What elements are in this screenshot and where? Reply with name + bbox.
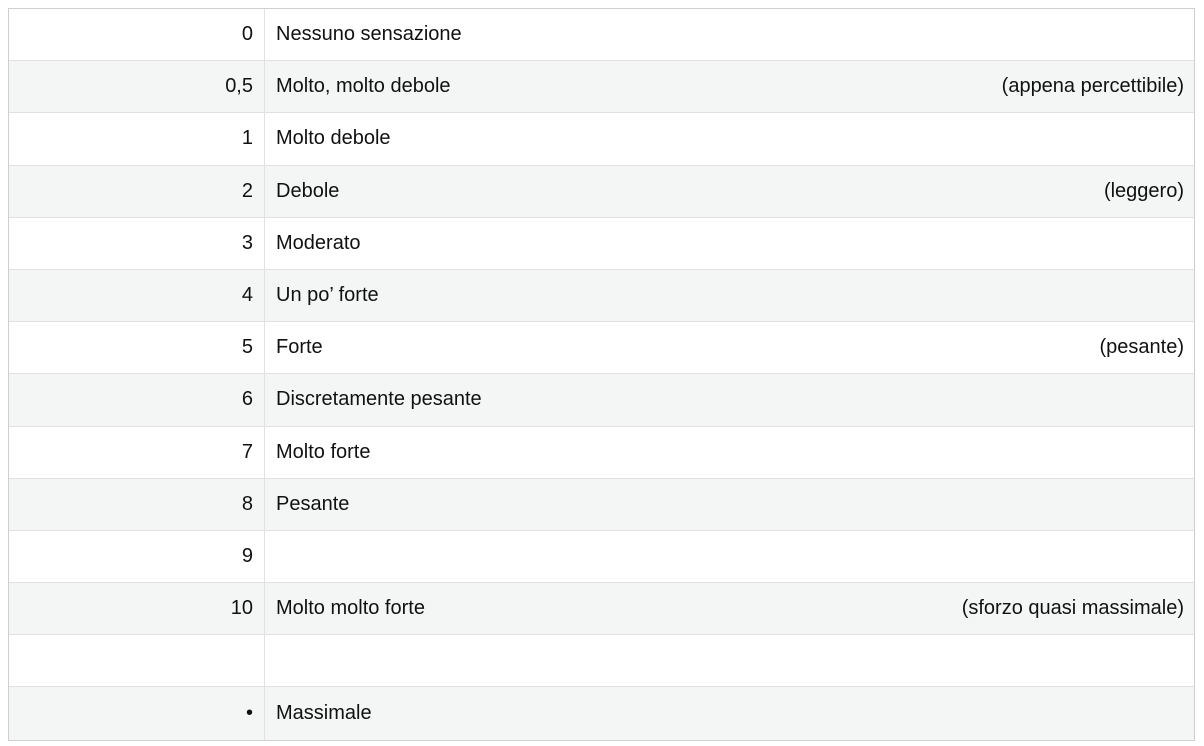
scale-label: Molto, molto debole — [276, 75, 451, 98]
table-row — [9, 479, 1194, 531]
scale-label: Nessuno sensazione — [276, 23, 462, 46]
scale-description — [265, 427, 1194, 478]
scale-description — [265, 270, 1194, 321]
scale-value: 10 — [9, 583, 265, 634]
table-row — [9, 61, 1194, 113]
table-row — [9, 113, 1194, 165]
scale-value — [9, 635, 265, 686]
table-row — [9, 583, 1194, 635]
table-row — [9, 635, 1194, 687]
scale-description — [265, 479, 1194, 530]
scale-value: 3 — [9, 218, 265, 269]
scale-description — [265, 531, 1194, 582]
scale-label: Molto debole — [276, 127, 391, 150]
scale-value: 8 — [9, 479, 265, 530]
scale-label: Massimale — [276, 702, 372, 725]
table-row — [9, 9, 1194, 61]
scale-value: 9 — [9, 531, 265, 582]
scale-value: 7 — [9, 427, 265, 478]
scale-label: Pesante — [276, 492, 350, 515]
scale-note: (leggero) — [1103, 179, 1184, 202]
scale-value: 0,5 — [9, 61, 265, 112]
scale-label: Molto molto forte — [276, 597, 425, 620]
table-row — [9, 322, 1194, 374]
scale-value: 1 — [9, 113, 265, 164]
scale-description — [265, 322, 1194, 373]
scale-value: 4 — [9, 270, 265, 321]
scale-value: 6 — [9, 374, 265, 425]
scale-value: 2 — [9, 166, 265, 217]
scale-description — [265, 61, 1194, 112]
scale-note: (appena percettibile) — [1001, 75, 1184, 98]
scale-description — [265, 218, 1194, 269]
scale-value: • — [9, 687, 265, 739]
table-row — [9, 166, 1194, 218]
scale-label: Molto forte — [276, 440, 371, 463]
scale-label: Debole — [276, 179, 340, 202]
scale-description — [265, 374, 1194, 425]
scale-description — [265, 166, 1194, 217]
table-row — [9, 270, 1194, 322]
table-row — [9, 687, 1194, 739]
scale-description — [265, 113, 1194, 164]
scale-label: Forte — [276, 336, 323, 359]
scale-label: Un po’ forte — [276, 284, 379, 307]
scale-note: (sforzo quasi massimale) — [961, 597, 1184, 620]
scale-description — [265, 635, 1194, 686]
scale-note: (pesante) — [1099, 336, 1184, 359]
scale-description — [265, 687, 1194, 739]
table-row — [9, 218, 1194, 270]
scale-value: 0 — [9, 9, 265, 60]
table-row — [9, 531, 1194, 583]
scale-value: 5 — [9, 322, 265, 373]
effort-scale-table — [8, 8, 1195, 741]
scale-description — [265, 583, 1194, 634]
scale-description — [265, 9, 1194, 60]
scale-label: Moderato — [276, 231, 361, 254]
table-row — [9, 427, 1194, 479]
table-row — [9, 374, 1194, 426]
scale-label: Discretamente pesante — [276, 388, 482, 411]
